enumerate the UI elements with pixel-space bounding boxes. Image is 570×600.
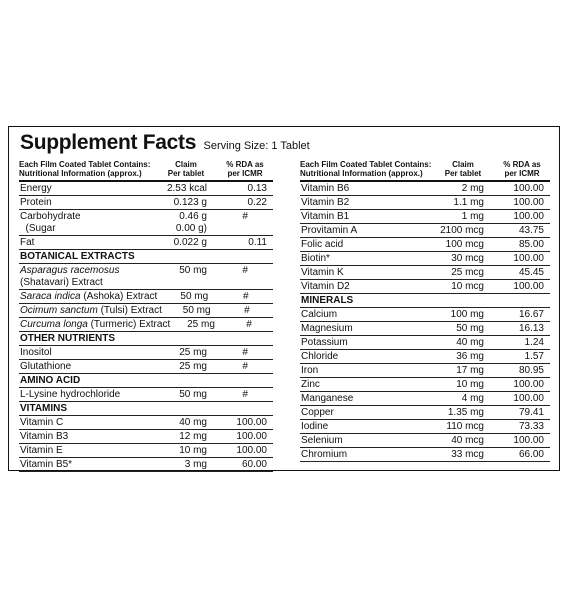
nutrient-name: Vitamin K [301, 267, 344, 278]
nutrient-name: Vitamin C [20, 417, 64, 428]
claim-value: 50 mg [456, 323, 484, 334]
claim-value: 25 mg [179, 361, 207, 372]
nutrient-name: Magnesium [301, 323, 353, 334]
section-heading: BOTANICAL EXTRACTS [19, 250, 273, 264]
nutrient-name: Iron [301, 365, 319, 376]
rda-value: # [242, 389, 248, 400]
rda-value: # [242, 347, 248, 358]
claim-value: 1.1 mg [453, 197, 484, 208]
nutrient-name: Zinc [301, 379, 320, 390]
rda-value: # [246, 319, 252, 330]
nutrient-name: Protein [20, 197, 52, 208]
claim-value: 12 mg [179, 431, 207, 442]
header-icmr-label: per ICMR [504, 169, 540, 178]
rda-value: 16.13 [518, 323, 544, 334]
table-row [19, 388, 273, 402]
nutrient-name: Folic acid [301, 239, 344, 250]
rda-value: # [242, 265, 248, 276]
nutrient-name [20, 305, 162, 317]
rda-value: 16.67 [518, 309, 544, 320]
table-row [19, 318, 273, 332]
section-heading: OTHER NUTRIENTS [19, 332, 273, 346]
nutrient-name: Chloride [301, 351, 339, 362]
table-row [300, 196, 550, 210]
table-row [300, 448, 550, 462]
rda-value: 43.75 [518, 225, 544, 236]
extract-name: (Turmeric) Extract [87, 319, 171, 330]
table-row [19, 346, 273, 360]
nutrient-name: Vitamin B1 [301, 211, 350, 222]
table-row [300, 378, 550, 392]
claim-value: 50 mg [179, 265, 207, 276]
rda-value: 60.00 [241, 459, 267, 470]
page-title: Supplement Facts [20, 131, 197, 154]
nutrient-name: Calcium [301, 309, 338, 320]
extract-name: (Ashoka) Extract [80, 291, 158, 302]
nutrient-name: Carbohydrate (Sugar [20, 211, 81, 234]
rda-value: 85.00 [518, 239, 544, 250]
nutrient-name: Glutathione [20, 361, 72, 372]
table-row [300, 210, 550, 224]
table-row [300, 266, 550, 280]
table-row [19, 458, 273, 472]
claim-value: 2 mg [461, 183, 484, 194]
table-row [19, 182, 273, 196]
rda-value: # [244, 305, 250, 316]
right-table-header [300, 157, 550, 182]
nutrient-name: Manganese [301, 393, 354, 404]
claim-value: 33 mcg [451, 449, 484, 460]
claim-value: 50 mg [179, 389, 207, 400]
claim-value: 40 mg [179, 417, 207, 428]
extract-name: (Tulsi) Extract [97, 305, 162, 316]
table-row [300, 336, 550, 350]
nutrient-name: Vitamin D2 [301, 281, 350, 292]
rda-value: 100.00 [236, 431, 267, 442]
rda-value: 66.00 [518, 449, 544, 460]
table-row [19, 236, 273, 250]
table-row [19, 210, 273, 236]
nutrient-name: Iodine [301, 421, 329, 432]
nutrient-name [20, 265, 155, 289]
nutrient-name: L-Lysine hydrochloride [20, 389, 121, 400]
table-row [300, 392, 550, 406]
rda-value: 80.95 [518, 365, 544, 376]
header-contains-label: Each Film Coated Tablet Contains: [300, 160, 432, 169]
rda-value: 1.57 [524, 351, 544, 362]
nutrient-name [20, 291, 157, 303]
left-table [19, 157, 273, 472]
claim-value: 2.53 kcal [166, 183, 207, 194]
table-row [300, 252, 550, 266]
nutrient-name: Vitamin B2 [301, 197, 350, 208]
claim-value: 10 mg [179, 445, 207, 456]
claim-value: 2100 mcg [440, 225, 484, 236]
rda-value: 100.00 [513, 197, 544, 208]
claim-value: 30 mcg [451, 253, 484, 264]
supplement-facts-panel [8, 126, 560, 471]
nutrient-name: Provitamin A [301, 225, 358, 236]
claim-value: 1 mg [461, 211, 484, 222]
claim-value: 25 mcg [451, 267, 484, 278]
nutrient-name: Vitamin B6 [301, 183, 350, 194]
nutrient-name: Chromium [301, 449, 348, 460]
section-heading: VITAMINS [19, 402, 273, 416]
serving-size: Serving Size: 1 Tablet [203, 140, 310, 152]
rda-value: 100.00 [513, 281, 544, 292]
table-row [300, 238, 550, 252]
claim-value: 4 mg [461, 393, 484, 404]
header-rda-label: % RDA as [226, 160, 264, 169]
nutrient-name: Vitamin B3 [20, 431, 69, 442]
nutrient-name: Selenium [301, 435, 343, 446]
rda-value: 100.00 [513, 435, 544, 446]
table-row [300, 434, 550, 448]
claim-value: 10 mcg [451, 281, 484, 292]
claim-value: 0.123 g [173, 197, 207, 208]
claim-value: 17 mg [456, 365, 484, 376]
claim-value: 1.35 mg [447, 407, 484, 418]
claim-value: 25 mg [179, 347, 207, 358]
rda-value: 100.00 [513, 379, 544, 390]
nutrient-name [20, 319, 170, 331]
rda-value: # [242, 211, 248, 222]
nutrient-name: Potassium [301, 337, 348, 348]
section-heading: MINERALS [300, 294, 550, 308]
rda-value: 45.45 [518, 267, 544, 278]
header-per-tablet-label: Per tablet [444, 169, 482, 178]
nutrient-name: Energy [20, 183, 52, 194]
header-claim-label: Claim [175, 160, 197, 169]
claim-value: 100 mg [450, 309, 484, 320]
left-table-body [19, 182, 273, 472]
table-row [300, 322, 550, 336]
nutrient-name: Biotin* [301, 253, 330, 264]
species-name: Saraca indica [20, 291, 81, 302]
table-row [19, 360, 273, 374]
rda-value: 100.00 [236, 417, 267, 428]
header-rda-label: % RDA as [503, 160, 541, 169]
header-per-tablet-label: Per tablet [167, 169, 205, 178]
table-row [19, 416, 273, 430]
rda-value: 100.00 [236, 445, 267, 456]
header-claim-label: Claim [452, 160, 474, 169]
table-row [300, 364, 550, 378]
claim-value: 100 mcg [445, 239, 484, 250]
claim-value: 50 mg [182, 305, 211, 316]
table-row [300, 182, 550, 196]
header-nutritional-label: Nutritional Information (approx.) [19, 169, 142, 178]
rda-value: 100.00 [513, 393, 544, 404]
table-row [19, 196, 273, 210]
header-nutritional-label: Nutritional Information (approx.) [300, 169, 423, 178]
table-row [300, 420, 550, 434]
table-row [19, 290, 273, 304]
table-row [19, 264, 273, 290]
claim-value: 40 mcg [451, 435, 484, 446]
species-name: Asparagus racemosus [20, 265, 120, 276]
claim-value: 50 mg [180, 291, 209, 302]
header-icmr-label: per ICMR [227, 169, 263, 178]
extract-name: (Shatavari) Extract [20, 277, 103, 288]
rda-value: 1.24 [524, 337, 544, 348]
claim-value: 3 mg [184, 459, 207, 470]
rda-value: 0.22 [247, 197, 267, 208]
rda-value: 73.33 [518, 421, 544, 432]
section-heading: AMINO ACID [19, 374, 273, 388]
table-row [300, 224, 550, 238]
rda-value: 0.13 [247, 183, 267, 194]
nutrient-name: Inositol [20, 347, 52, 358]
claim-value: 40 mg [456, 337, 484, 348]
claim-value: 0.022 g [173, 237, 207, 248]
table-row [19, 430, 273, 444]
claim-value: 10 mg [456, 379, 484, 390]
table-row [300, 280, 550, 294]
header-contains-label: Each Film Coated Tablet Contains: [19, 160, 151, 169]
species-name: Curcuma longa [20, 319, 88, 330]
table-row [19, 304, 273, 318]
rda-value: 100.00 [513, 253, 544, 264]
claim-value: 110 mcg [446, 421, 484, 432]
claim-value: 25 mg [187, 319, 215, 330]
right-table [300, 157, 550, 462]
rda-value: 79.41 [518, 407, 544, 418]
rda-value: # [242, 361, 248, 372]
claim-value: 0.46 g 0.00 g) [175, 211, 207, 234]
nutrient-name: Vitamin B5* [20, 459, 73, 470]
nutrient-name: Copper [301, 407, 334, 418]
rda-value: # [242, 291, 249, 302]
title-row [20, 131, 310, 155]
nutrient-name: Fat [20, 237, 35, 248]
rda-value: 100.00 [513, 211, 544, 222]
rda-value: 100.00 [513, 183, 544, 194]
claim-value: 36 mg [456, 351, 484, 362]
rda-value: 0.11 [248, 237, 267, 248]
left-table-header [19, 157, 273, 182]
table-row [300, 308, 550, 322]
right-table-body [300, 182, 550, 462]
table-row [300, 350, 550, 364]
table-row [19, 444, 273, 458]
nutrient-name: Vitamin E [20, 445, 63, 456]
table-row [300, 406, 550, 420]
species-name: Ocimum sanctum [20, 305, 98, 316]
